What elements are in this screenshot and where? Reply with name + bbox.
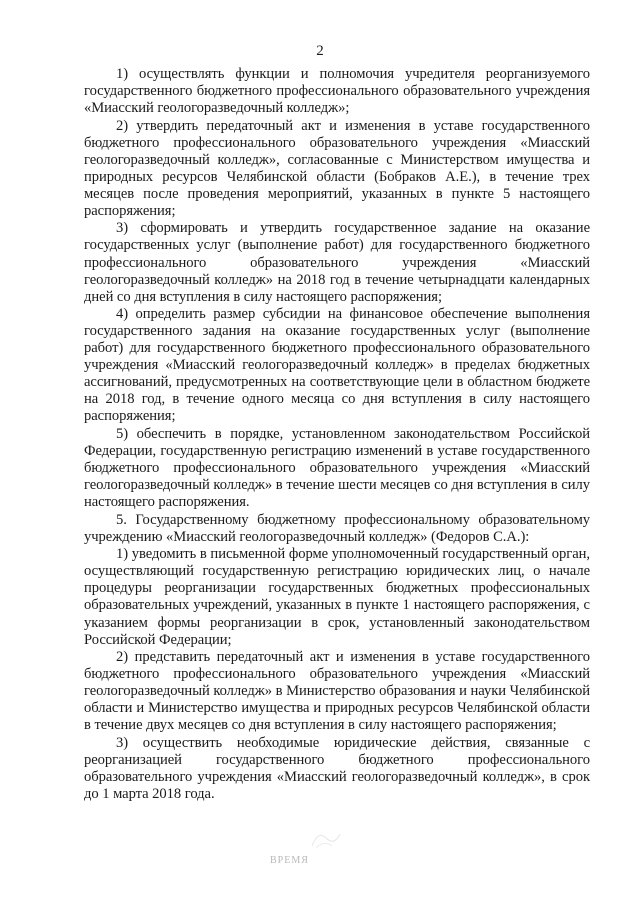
paragraph-4-2: 2) утвердить передаточный акт и изменения в уставе государственного бюджетного профессионального образовательного учреждения «Миасский геологоразведочный колледж», согласованные с Министерством имущества и природных ресурсов Челябинской области (Бобраков А.Е.), в течение трех месяцев после проведения мероприятий, указанных в пункте 5 настоящего распоряжения;: [84, 117, 590, 219]
page-number: 2: [316, 43, 324, 59]
document-body: [84, 66, 590, 804]
paragraph-5-2: 2) представить передаточный акт и изменения в уставе государственного бюджетного профессионального образовательного учреждения «Миасский геологоразведочный колледж» в Министерство образования и науки Челябинской области и Министерство имущества и природных ресурсов Челябинской области в течение двух месяцев со дня вступления в силу настоящего распоряжения;: [84, 649, 590, 734]
paragraph-5-3: 3) осуществить необходимые юридические действия, связанные с реорганизацией государственного бюджетного профессионального образовательного учреждения «Миасский геологоразведочный колледж», в срок до 1 марта 2018 года.: [84, 734, 590, 802]
faint-stamp-icon: [306, 826, 346, 852]
paragraph-4-4: 4) определить размер субсидии на финансовое обеспечение выполнения государственного задания на оказание государственных услуг (выполнение работ) для государственного бюджетного профессионального образовательного учреждения «Миасский геологоразведочный колледж» в пределах бюджетных ассигнований, предусмотренных на соответствующие цели в областном бюджете на 2018 год, в течение одного месяца со дня вступления в силу настоящего распоряжения;: [84, 306, 590, 425]
footer-watermark: ВРЕМЯ: [270, 855, 309, 866]
paragraph-5-1: 1) уведомить в письменной форме уполномоченный государственный орган, осуществляющий государственную регистрацию юридических лиц, о начале процедуры реорганизации государственных бюджетных профессиональных образовательных учреждений, указанных в пункте 1 настоящего распоряжения, с указанием формы реорганизации в срок, установленный законодательством Российской Федерации;: [84, 546, 590, 648]
paragraph-4-3: 3) сформировать и утвердить государственное задание на оказание государственных услуг (выполнение работ) для государственного бюджетного профессионального образовательного учреждения «Миасский геологоразведочный колледж» на 2018 год в течение четырнадцати календарных дней со дня вступления в силу настоящего распоряжения;: [84, 220, 590, 305]
paragraph-4-1: 1) осуществлять функции и полномочия учредителя реорганизуемого государственного бюджетного профессионального образовательного учреждения «Миасский геологоразведочный колледж»;: [84, 66, 590, 117]
paragraph-5: 5. Государственному бюджетному профессиональному образовательному учреждению «Миасский геологоразведочный колледж» (Федоров С.А.):: [84, 511, 590, 545]
paragraph-4-5: 5) обеспечить в порядке, установленном законодательством Российской Федерации, государственную регистрацию изменений в уставе государственного бюджетного профессионального образовательного учреждения «Миасский геологоразведочный колледж» в течение шести месяцев со дня вступления в силу настоящего распоряжения.: [84, 425, 590, 511]
